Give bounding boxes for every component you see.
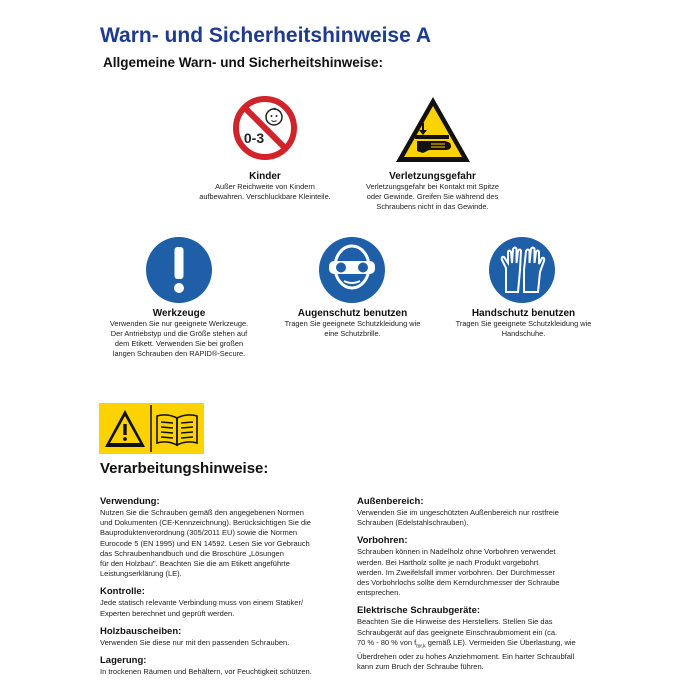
note-title: Elektrische Schraubgeräte: <box>357 605 481 617</box>
note-title: Verwendung: <box>100 496 160 507</box>
symbol-desc: Tragen Sie geeignete Schutzkleidung wie eine Schutzbrille. <box>284 319 421 338</box>
note-title: Vorbohren: <box>357 535 408 547</box>
processing-right-column <box>357 496 597 679</box>
symbol-desc: Verletzungsgefahr bei Kontakt mit Spitze oder Gewinde. Greifen Sie während des Schraubens nicht in das Gewinde. <box>365 182 500 211</box>
note-body: Verwenden Sie im ungeschützten Außenbereich nur rostfreie Schrauben (Edelstahlschrauben). <box>357 508 559 528</box>
page-title: Warn- und Sicherheitshinweise A <box>100 24 431 47</box>
section-subtitle: Allgemeine Warn- und Sicherheitshinweise: <box>103 55 384 70</box>
exclamation-mandatory-icon <box>145 236 213 304</box>
goggles-icon <box>318 236 386 304</box>
processing-heading: Verarbeitungshinweise: <box>100 460 269 477</box>
age-label: 0-3 <box>243 130 265 146</box>
note-body: Jede statisch relevante Verbindung muss von einem Statiker/ Experten berechnet und geprüft werden. <box>100 598 304 618</box>
symbol-desc: Außer Reichweite von Kindern aufbewahren. Verschluckbare Kleinteile. <box>199 182 331 201</box>
symbol-title: Verletzungsgefahr <box>389 171 476 182</box>
symbol-desc: Verwenden Sie nur geeignete Werkzeuge. Der Antriebstyp und die Größe stehen auf dem Etikett. Verwenden Sie bei großen langen Schrauben den RAPID®-Secure. <box>109 319 249 358</box>
note-title: Kontrolle: <box>100 586 145 598</box>
caution-read-manual-box <box>99 403 204 454</box>
note-title: Lagerung: <box>100 655 147 667</box>
note-body: Beachten Sie die Hinweise des Herstellers. Stellen Sie das Schraubgerät auf das geeignete Einschraubmoment ein (ca. 70 % - 80 % von $f_{tor,k}$ gemäß LE). Vermeiden Sie Überlastung, wie Überdrehen oder zu hohes Anziehmoment. Ein harter Schraubfall kann zum Bruch der Schraube führen. <box>357 617 576 671</box>
note-title: Holzbauscheiben: <box>100 625 182 637</box>
note-body: In trockenen Räumen und Behältern, vor Feuchtigkeit schützen. <box>100 667 312 677</box>
note-title: Außenbereich: <box>357 496 424 507</box>
no-children-0-3-icon <box>232 95 298 161</box>
symbol-kinder <box>180 171 350 202</box>
symbol-title: Kinder <box>249 171 281 182</box>
symbol-title: Handschutz benutzen <box>471 308 576 319</box>
processing-left-column <box>100 496 350 684</box>
symbol-handschutz <box>436 308 611 339</box>
symbol-verletzungsgefahr <box>345 171 520 212</box>
note-body: Schrauben können in Nadelholz ohne Vorbohren verwendet werden. Bei Hartholz sollte je nach Produkt vorgebohrt werden. Im Zweifelsfall immer vorbohren. Der Durchmesser des Vorbohrlochs sollte dem Kerndurchmesser der Schraube entsprechen. <box>357 547 560 598</box>
symbol-augenschutz <box>265 308 440 339</box>
symbol-title: Augenschutz benutzen <box>297 308 408 319</box>
note-body: Nutzen Sie die Schrauben gemäß den angegebenen Normen und Dokumenten (CE-Kennzeichnung). Berücksichtigen Sie die Bauproduktenverordnung (305/2011 EU) sowie die Normen Eurocode 5 (EN 1995) und EN 14592. Lesen Sie vor Gebrauch das Schraubenhandbuch und die Broschüre „Lösungen für den Holzbau". Beachten Sie die am Etikett angeführte Leistungserklärung (LE). <box>100 508 311 579</box>
symbol-desc: Tragen Sie geeignete Schutzkleidung wie Handschuhe. <box>455 319 592 338</box>
symbol-werkzeuge <box>94 308 264 359</box>
hand-crush-warning-icon <box>393 94 473 166</box>
gloves-icon <box>488 236 556 304</box>
symbol-title: Werkzeuge <box>152 308 206 319</box>
note-body: Verwenden Sie diese nur mit den passenden Schrauben. <box>100 637 290 647</box>
